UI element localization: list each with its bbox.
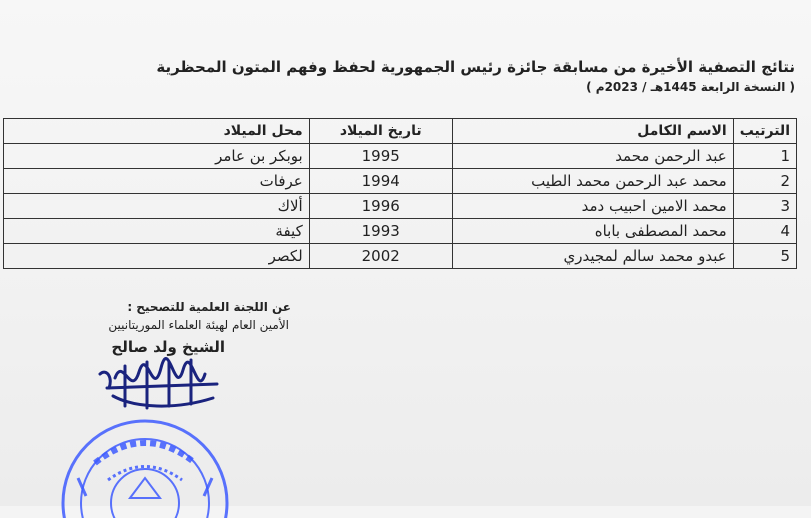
committee-label: عن اللجنة العلمية للتصحيح : <box>127 300 291 314</box>
name-cell: محمد الامين احبيب دمد <box>452 194 733 219</box>
rank-cell: 1 <box>733 144 796 169</box>
table-row <box>4 194 797 219</box>
birth-date-cell: 1996 <box>309 194 452 219</box>
birth-place-cell: كيفة <box>4 219 310 244</box>
birth-date-cell: 1994 <box>309 169 452 194</box>
header-birth-place: محل الميلاد <box>4 119 310 144</box>
rank-cell: 4 <box>733 219 796 244</box>
name-cell: عبد الرحمن محمد <box>452 144 733 169</box>
document-title: نتائج التصفية الأخيرة من مسابقة جائزة رئيس الجمهورية لحفظ وفهم المتون المحظرية <box>156 58 795 76</box>
rank-cell: 2 <box>733 169 796 194</box>
birth-date-cell: 1995 <box>309 144 452 169</box>
header-name: الاسم الكامل <box>452 119 733 144</box>
birth-place-cell: لكصر <box>4 244 310 269</box>
document-subtitle: ( النسخة الرابعة 1445هـ / 2023م ) <box>586 80 795 94</box>
name-cell: عبدو محمد سالم لمجيدري <box>452 244 733 269</box>
official-stamp <box>60 408 230 518</box>
rank-cell: 5 <box>733 244 796 269</box>
header-birth-date: تاريخ الميلاد <box>309 119 452 144</box>
rank-cell: 3 <box>733 194 796 219</box>
birth-place-cell: بوبكر بن عامر <box>4 144 310 169</box>
name-cell: محمد عبد الرحمن محمد الطيب <box>452 169 733 194</box>
table-header-row <box>4 119 797 144</box>
birth-date-cell: 1993 <box>309 219 452 244</box>
birth-place-cell: عرفات <box>4 169 310 194</box>
table-row <box>4 219 797 244</box>
birth-place-cell: ألاك <box>4 194 310 219</box>
birth-date-cell: 2002 <box>309 244 452 269</box>
signatory-name: الشيخ ولد صالح <box>111 338 225 356</box>
table-row <box>4 244 797 269</box>
table-row <box>4 144 797 169</box>
name-cell: محمد المصطفى باباه <box>452 219 733 244</box>
table-row <box>4 169 797 194</box>
header-rank: الترتيب <box>733 119 796 144</box>
results-table <box>3 118 797 269</box>
secretary-general-label: الأمين العام لهيئة العلماء الموريتانيين <box>108 318 289 332</box>
